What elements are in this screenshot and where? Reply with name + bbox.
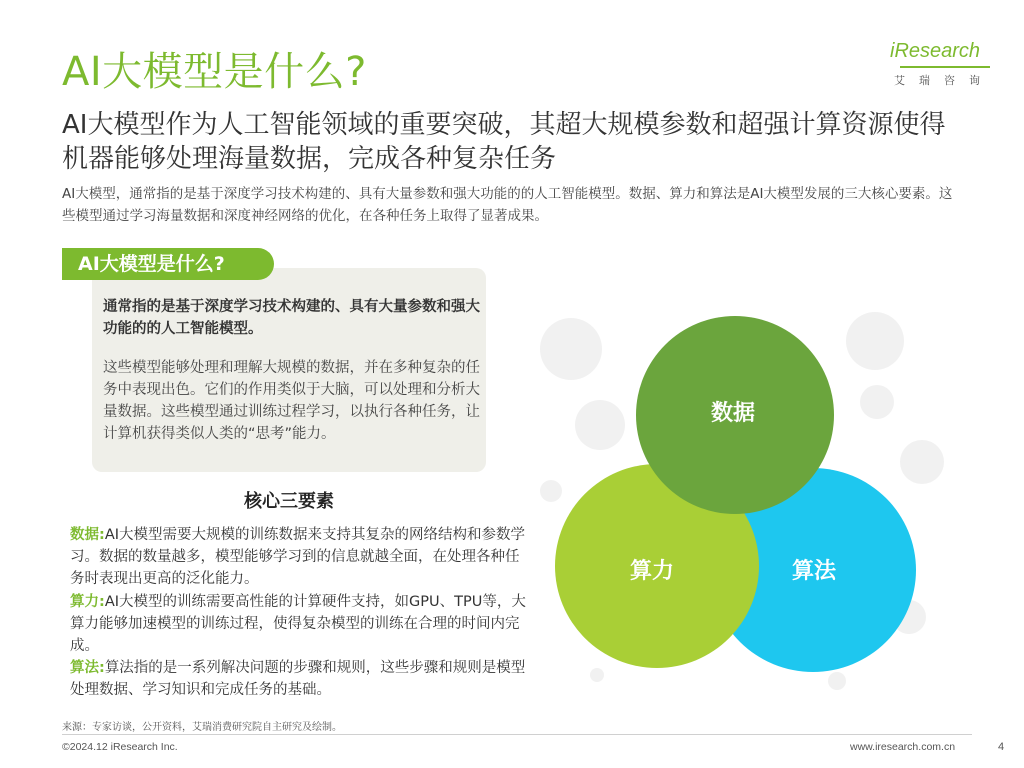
footer-divider <box>62 734 972 735</box>
decor-bubble <box>575 400 625 450</box>
decor-bubble <box>860 385 894 419</box>
element-keyword: 算法: <box>70 660 105 676</box>
page-title: AI大模型是什么? <box>62 49 367 95</box>
element-data <box>70 524 530 590</box>
decor-bubble <box>540 480 562 502</box>
element-compute <box>70 591 530 657</box>
logo-underline <box>900 66 990 68</box>
circle-compute-label: 算力 <box>630 559 675 584</box>
circle-algorithm-label: 算法 <box>792 559 837 584</box>
decor-bubble <box>900 440 944 484</box>
definition-bold-text: 通常指的是基于深度学习技术构建的、具有大量参数和强大功能的的人工智能模型。 <box>103 299 480 337</box>
website-link[interactable]: www.iresearch.com.cn <box>850 741 956 753</box>
iresearch-logo <box>890 40 1000 90</box>
decor-bubble <box>828 672 846 690</box>
decor-bubble <box>590 668 604 682</box>
element-text: AI大模型需要大规模的训练数据来支持其复杂的网络结构和参数学习。数据的数量越多，模型能够学习到的信息就越全面，在处理各种任务时表现出更高的泛化能力。 <box>70 527 526 587</box>
page-number: 4 <box>998 741 1005 753</box>
element-keyword: 算力: <box>70 594 105 610</box>
copyright: ©2024.12 iResearch Inc. <box>62 741 178 753</box>
intro-paragraph: AI大模型，通常指的是基于深度学习技术构建的、具有大量参数和强大功能的的人工智能模型。数据、算力和算法是AI大模型发展的三大核心要素。这些模型通过学习海量数据和深度神经网络的优化，在各种任务上取得了显著成果。 <box>62 186 953 224</box>
element-algorithm <box>70 657 530 701</box>
definition-body-text: 这些模型能够处理和理解大规模的数据，并在多种复杂的任务中表现出色。它们的作用类似于大脑，可以处理和分析大量数据。这些模型通过训练过程学习，以执行各种任务，让计算机获得类似人类的“思考”能力。 <box>103 360 480 442</box>
source-note: 来源：专家访谈，公开资料，艾瑞消费研究院自主研究及绘制。 <box>62 722 342 733</box>
core-elements-title: 核心三要素 <box>244 491 334 512</box>
decor-bubble <box>540 318 602 380</box>
element-text: 算法指的是一系列解决问题的步骤和规则，这些步骤和规则是模型处理数据、学习知识和完成任务的基础。 <box>70 660 526 698</box>
decor-bubble <box>846 312 904 370</box>
headline: AI大模型作为人工智能领域的重要突破，其超大规模参数和超强计算资源使得机器能够处理海量数据，完成各种复杂任务 <box>62 110 946 174</box>
element-text: AI大模型的训练需要高性能的计算硬件支持，如GPU、TPU等，大算力能够加速模型的训练过程，使得复杂模型的训练在合理的时间内完成。 <box>70 594 526 654</box>
logo-subtitle: 艾瑞咨询 <box>894 74 994 87</box>
circle-data-label: 数据 <box>711 401 756 426</box>
definition-tag: AI大模型是什么? <box>62 248 274 280</box>
logo-brand: iResearch <box>890 40 981 62</box>
element-keyword: 数据: <box>70 527 105 543</box>
